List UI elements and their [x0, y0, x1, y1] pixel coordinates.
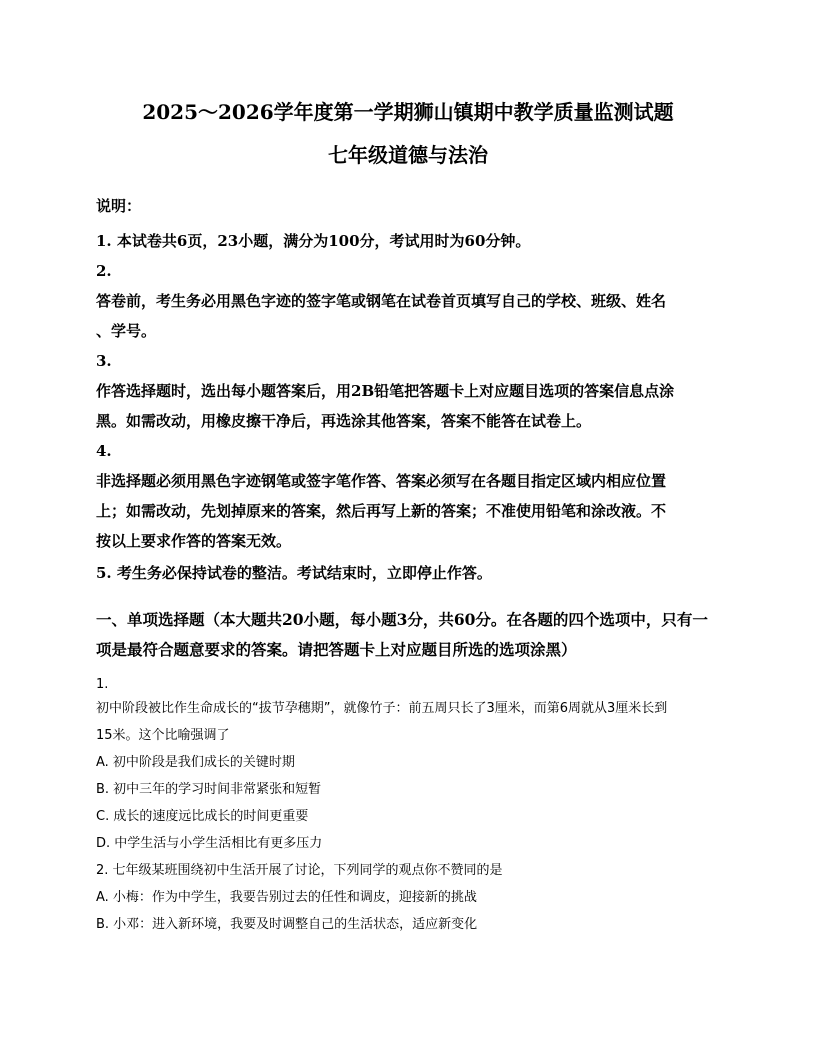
exam-title: 2025～2026学年度第一学期狮山镇期中教学质量监测试题 [142, 100, 674, 124]
instruction-4-number: 4. [96, 442, 112, 460]
instruction-4-line-3: 按以上要求作答的答案无效。 [96, 532, 292, 550]
question-1-stem-line-2: 15米。这个比喻强调了 [96, 728, 230, 743]
instruction-4-line-1: 非选择题必须用黑色字迹钢笔或签字笔作答、答案必须写在各题目指定区域内相应位置 [96, 472, 667, 490]
instruction-2-line-1: 答卷前，考生务必用黑色字迹的签字笔或钢笔在试卷首页填写自己的学校、班级、姓名 [96, 292, 667, 310]
question-2-option-b: B. 小邓：进入新环境，我要及时调整自己的生活状态，适应新变化 [96, 917, 478, 932]
question-2-option-a: A. 小梅：作为中学生，我要告别过去的任性和调皮，迎接新的挑战 [96, 890, 477, 905]
instruction-3-number: 3. [96, 352, 112, 370]
instruction-1: 1. 本试卷共6页，23小题，满分为100分，考试用时为60分钟。 [96, 232, 531, 250]
question-1-option-a: A. 初中阶段是我们成长的关键时期 [96, 755, 295, 770]
instruction-2-line-2: 、学号。 [96, 322, 157, 340]
instruction-3-line-2: 黑。如需改动，用橡皮擦干净后，再选涂其他答案，答案不能答在试卷上。 [96, 412, 592, 430]
instruction-4-line-2: 上；如需改动，先划掉原来的答案，然后再写上新的答案；不准使用铅笔和涂改液。不 [96, 502, 667, 520]
instruction-5: 5. 考生务必保持试卷的整洁。考试结束时，立即停止作答。 [96, 564, 492, 582]
question-1-number: 1. [96, 677, 109, 692]
question-1-option-b: B. 初中三年的学习时间非常紧张和短暂 [96, 782, 322, 797]
question-1-option-d: D. 中学生活与小学生活相比有更多压力 [96, 836, 323, 851]
section-heading-line-1: 一、单项选择题（本大题共20小题，每小题3分，共60分。在各题的四个选项中，只有一 [96, 610, 708, 629]
instructions-heading: 说明： [96, 197, 142, 215]
question-2-stem: 2. 七年级某班围绕初中生活开展了讨论，下列同学的观点你不赞同的是 [96, 863, 503, 878]
exam-subject-title: 七年级道德与法治 [328, 143, 488, 167]
instruction-2-number: 2. [96, 262, 112, 280]
instruction-3-line-1: 作答选择题时，选出每小题答案后，用2B铅笔把答题卡上对应题目选项的答案信息点涂 [96, 382, 675, 400]
question-1-stem-line-1: 初中阶段被比作生命成长的“拔节孕穗期”，就像竹子：前五周只长了3厘米，而第6周就从3厘米长到 [96, 701, 668, 716]
section-heading-line-2: 项是最符合题意要求的答案。请把答题卡上对应题目所选的选项涂黑） [96, 640, 577, 659]
question-1-option-c: C. 成长的速度远比成长的时间更重要 [96, 809, 309, 824]
